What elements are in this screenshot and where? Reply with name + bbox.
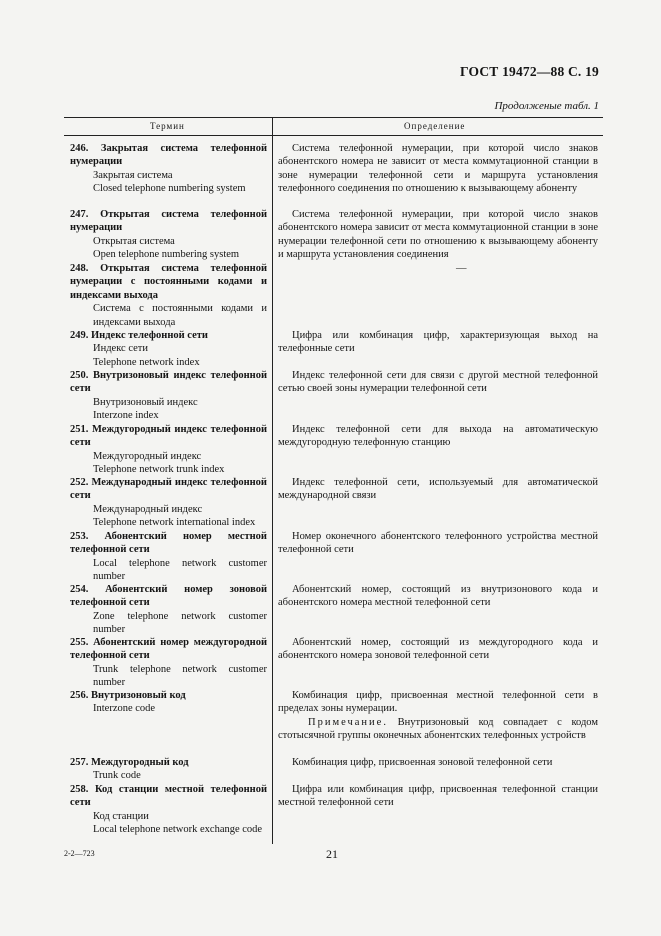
term-title: 250. Внутризоновый индекс телефонной сети [70,370,267,395]
term-english: Zone telephone network customer number [93,610,267,636]
term-cell [70,423,267,477]
term-cell [70,262,267,329]
term-english: Telephone network international index [93,517,256,529]
note-label: Примечание. [308,716,388,728]
term-synonym: Открытая система [93,235,175,247]
term-cell [70,208,267,262]
definition-cell: Абонентский номер, состоящий из внутризонового кода и абонентского номера местной телефонной сети [278,584,598,609]
term-title: 247. Открытая система телефонной нумерации [70,209,267,234]
term-title: 257. Междугородный код [70,757,189,768]
print-code: 2-2—723 [64,849,95,858]
term-title: 251. Междугородный индекс телефонной сети [70,424,267,449]
definition-cell: Индекс телефонной сети для выхода на автоматическую междугородную телефонную станцию [278,424,598,449]
term-title: 252. Международный индекс телефонной сети [70,477,267,502]
definition-cell [278,689,598,743]
term-english: Trunk code [93,770,141,782]
definition-cell: Индекс телефонной сети для связи с другой местной телефонной сетью своей зоны нумерации телефонной сети [278,370,598,395]
definition-text: Комбинация цифр, присвоенная местной телефонной сети в пределах зоны нумерации. [278,690,598,715]
definition-cell: Цифра или комбинация цифр, присвоенная телефонной станции местной телефонной сети [278,784,598,809]
term-english: Interzone index [93,410,159,422]
term-cell [70,369,267,423]
term-english: Interzone code [93,703,156,715]
term-title: 256. Внутризоновый код [70,690,186,701]
table-column-divider [272,118,273,844]
definition-cell: — [456,263,467,274]
term-title: 255. Абонентский номер междугородной телефонной сети [70,637,267,662]
term-synonym: Закрытая система [93,169,173,181]
column-header-definition: Определение [404,121,466,131]
definition-cell: Номер оконечного абонентского телефонного устройства местной телефонной сети [278,531,598,556]
term-title: 246. Закрытая система телефонной нумерации [70,143,267,168]
term-cell [70,476,267,530]
term-synonym: Индекс сети [93,343,148,355]
term-english: Open telephone numbering system [93,249,240,261]
term-english: Closed telephone numbering system [93,183,246,195]
term-cell [70,689,267,716]
table-header-rule [64,135,603,136]
term-cell [70,783,267,837]
term-english: Telephone network trunk index [93,464,225,476]
document-standard-number: ГОСТ 19472—88 С. 19 [460,64,599,79]
definition-note [278,716,598,743]
term-english: Local telephone network exchange code [93,824,263,836]
term-english: Trunk telephone network customer number [93,663,267,689]
table-continuation-note: Продолженые табл. 1 [494,100,599,112]
term-synonym: Международный индекс [93,503,203,515]
term-title: 249. Индекс телефонной сети [70,330,208,341]
definition-cell: Абонентский номер, состоящий из междугородного кода и абонентского номера зоновой телефонной сети [278,637,598,662]
term-synonym: Междугородный индекс [93,450,202,462]
term-title: 254. Абонентский номер зоновой телефонной сети [70,584,267,609]
term-cell [70,329,267,369]
term-title: 258. Код станции местной телефонной сети [70,784,267,809]
term-title: 253. Абонентский номер местной телефонной сети [70,531,267,556]
term-cell [70,530,267,584]
definition-cell: Цифра или комбинация цифр, характеризующая выход на телефонные сети [278,330,598,355]
definition-cell: Индекс телефонной сети, используемый для автоматической международной связи [278,477,598,502]
term-synonym: Код станции [93,810,149,822]
table-top-rule [64,117,603,118]
term-english: Telephone network index [93,356,200,368]
definition-cell: Система телефонной нумерации, при которой число знаков абонентского номера зависит от места коммутационной станции в зоне нумерации телефонной сети по отношению к вызывающему абоненту и маршрута установления соединения [278,209,598,261]
term-cell [70,636,267,690]
term-cell [70,142,267,196]
note-text: Внутризоновый код совпадает с кодом стотысячной группы оконечных абонентских телефонных устройств [278,716,599,742]
page-number: 21 [326,847,338,861]
term-cell [70,756,267,783]
column-header-term: Термин [150,121,185,131]
term-synonym: Внутризоновый индекс [93,396,198,408]
term-synonym: Система с постоянными кодами и индексами выхода [93,303,267,328]
term-cell [70,583,267,637]
term-title: 248. Открытая система телефонной нумерации с постоянными кодами и индексами выхода [70,263,267,301]
definition-cell: Система телефонной нумерации, при которой число знаков абонентского номера не зависит от места коммутационной станции в зоне нумерации телефонной сети и маршрута установления телефонного соединения по отношению к вызывающему абоненту [278,143,598,195]
term-english: Local telephone network customer number [93,557,267,583]
definition-cell: Комбинация цифр, присвоенная зоновой телефонной сети [292,757,553,768]
